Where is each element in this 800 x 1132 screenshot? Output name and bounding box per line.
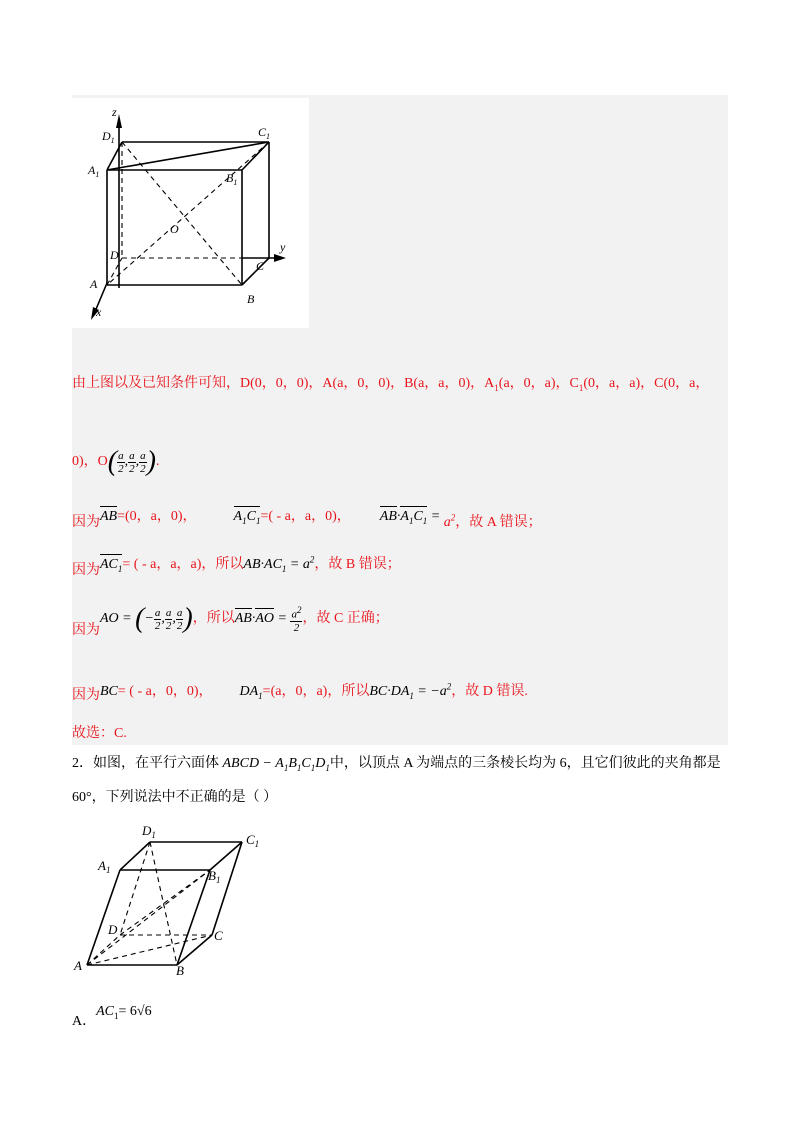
parallelepiped-name: ABCD − $A_1B_1C_1D_1$ [222,756,330,773]
question-2-stem-cont: 60°，下列说法中不正确的是（ ） [72,790,278,805]
label2-c: C [214,928,223,943]
label-o: O [170,222,179,236]
label2-b1: $B_1$ [208,868,221,885]
label2-b: B [176,963,184,978]
label2-a: A [74,958,82,973]
question-2-stem: 2．如图，在平行六面体 ABCD − $A_1B_1C_1D_1$中，以顶点 A 为端点的三条棱长均为 6，且它们彼此的夹角都是 [72,756,721,773]
label-d: D [110,248,119,262]
label-b1: $B_1$ [226,171,238,187]
label-c1: $C_1$ [258,125,271,141]
z-axis-label: z [112,105,117,119]
label2-d: D [108,922,118,937]
x-axis-label: x [96,305,102,319]
solution-line-d: 因为BC= ( - a，0，0)， $DA_1=(a$，0，a)，所以$BC\cdot DA_1 = -a^2$，故 D 错误. [72,681,528,703]
label-a: A [90,277,98,291]
parallelepiped-diagram [72,820,272,980]
label-d1: $D_1$ [102,129,115,145]
cuboid-figure [72,98,309,328]
label2-a1: $A_1$ [98,858,111,875]
o-coordinates: ( $\frac{a}{2}$ , $\frac{a}{2}$ , $\frac{a}{2}$ ) [107,446,156,477]
solution-line-coordinates: 由上图以及已知条件可知，D(0，0，0)，A(a，0，0)，B(a，a，0)，$A_1(a$，0，a)，$C_1(0$，a，a)，C(0，a， [72,376,710,393]
solution-line-b: 因为$AC_1=$ ( - a，a，a)，所以$AB\cdot AC_1 = a^2$，故 B 错误； [72,554,401,578]
solution-line-o-point: 0)，O( $\frac{a}{2}$ , $\frac{a}{2}$ , $\frac{a}{2}$ ). [72,446,160,477]
y-axis-label: y [280,240,286,254]
solution-line-a: 因为AB=(0，a，0)， $A_1C_1=( - a$，a，0)， $AB\cdot A_1C_1 = a^2$，故 A 错误； [72,509,542,530]
parallelepiped-figure [72,820,272,980]
option-a: A．$AC_1= 6√6$ [72,1004,152,1029]
label-c: C [256,259,265,273]
solution-answer: 故选：C. [72,726,127,741]
label-b: B [247,292,255,306]
cuboid-diagram [72,98,309,328]
label2-c1: $C_1$ [246,832,260,849]
solution-line-c: 因为AO = (− $\frac{a}{2}$ , $\frac{a}{2}$ , $\frac{a}{2}$ )，所以AB·AO = $\frac{a^2}{2}$ ，故 C 正确； [72,603,389,639]
label-a1: $A_1$ [88,163,100,179]
label2-d1: $D_1$ [142,823,156,840]
